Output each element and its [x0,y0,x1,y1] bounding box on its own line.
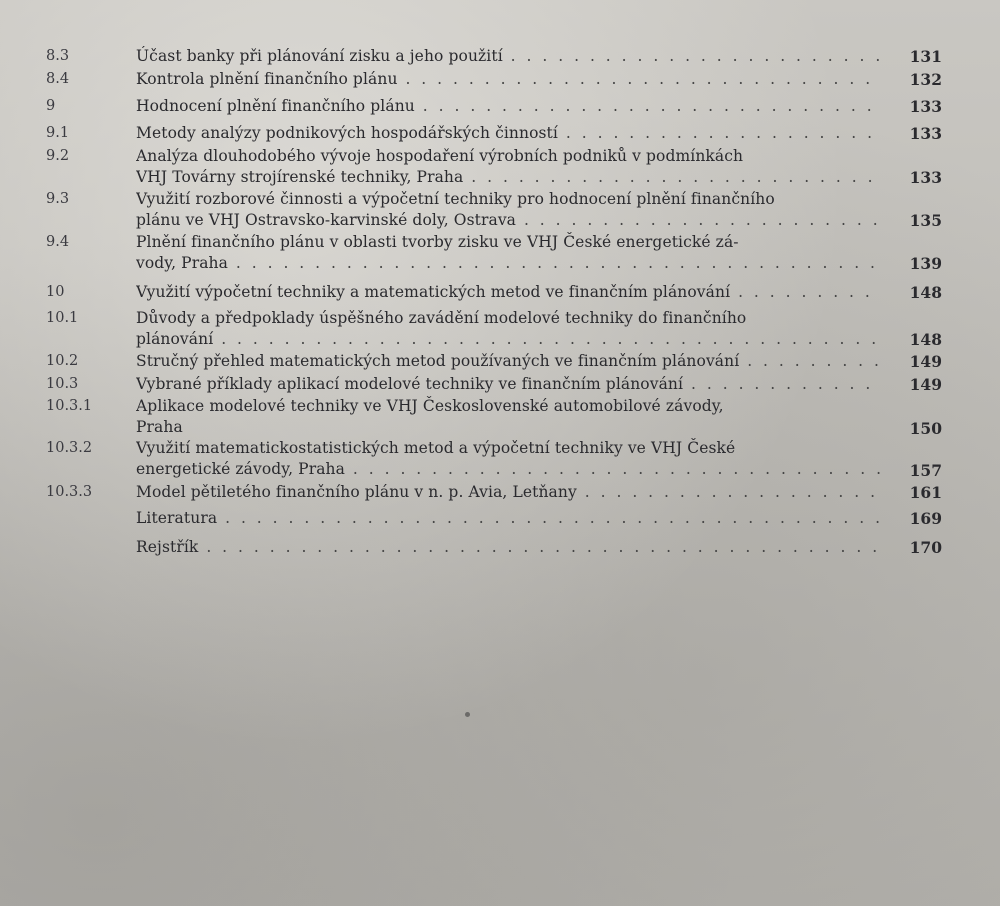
title-line: Praha [136,418,183,436]
page-number: 150 [909,419,942,438]
section-title [136,308,881,350]
section-title [136,374,881,395]
section-number: 10 [46,284,65,300]
section-title [136,232,881,274]
page-number: 132 [909,70,942,89]
section-title [136,282,881,303]
title-line: Kontrola plnění finančního plánu . . . [136,69,881,90]
page-number: 157 [909,461,942,480]
title-line: Model pětiletého finančního plánu v n. p. Avia, Letňany . . . [136,482,881,503]
title-line: Vybrané příklady aplikací modelové techniky ve finančním plánování . . . [136,374,881,395]
section-title [136,46,881,67]
section-title [136,189,881,231]
title-line: Rejstřík . . . [136,537,881,558]
title-line: Plnění finančního plánu v oblasti tvorby zisku ve VHJ České energetické zá- [136,233,739,251]
page-number: 148 [909,283,942,302]
page-number: 133 [909,124,942,143]
title-line: Využití výpočetní techniky a matematických metod ve finančním plánování . . . [136,282,881,303]
section-title [136,123,881,144]
section-number: 10.2 [46,353,79,369]
section-title [136,396,881,438]
title-line: Hodnocení plnění finančního plánu . . . [136,96,881,117]
section-number: 9.2 [46,148,70,164]
page-number: 149 [909,375,942,394]
page-number: 169 [909,509,942,528]
title-line: vody, Praha . . . [136,253,881,274]
section-number: 10.3.2 [46,440,93,456]
section-number: 9 [46,98,56,114]
title-line: Účast banky při plánování zisku a jeho použití . . . [136,46,881,67]
section-number: 10.3.3 [46,484,93,500]
title-line: Literatura . . . [136,508,881,529]
page-number: 148 [909,330,942,349]
paper-speck [465,712,470,717]
section-number: 9.4 [46,234,70,250]
title-line: Důvody a předpoklady úspěšného zavádění modelové techniky do finančního [136,309,747,327]
section-title [136,69,881,90]
page-number: 133 [909,168,942,187]
section-title [136,482,881,503]
title-line: plánování . . . [136,329,881,350]
section-number: 10.3 [46,376,79,392]
section-number: 8.4 [46,71,70,87]
title-line: Využití rozborové činnosti a výpočetní techniky pro hodnocení plnění finančního [136,190,775,208]
section-title [136,508,881,529]
title-line: Aplikace modelové techniky ve VHJ Československé automobilové závody, [136,397,724,415]
page-number: 170 [909,538,942,557]
section-number: 10.1 [46,310,79,326]
section-title [136,351,881,372]
section-number: 9.3 [46,191,70,207]
section-title [136,96,881,117]
title-line: Využití matematickostatistických metod a výpočetní techniky ve VHJ České [136,439,736,457]
title-line: Stručný přehled matematických metod používaných ve finančním plánování . . . [136,351,881,372]
section-number: 8.3 [46,48,70,64]
page-number: 131 [909,47,942,66]
section-title [136,438,881,480]
section-title [136,537,881,558]
title-line: energetické závody, Praha . . . [136,459,881,480]
page-number: 135 [909,211,942,230]
title-line: Metody analýzy podnikových hospodářských činností . . . [136,123,881,144]
title-line: Analýza dlouhodobého vývoje hospodaření výrobních podniků v podmínkách [136,147,744,165]
page-number: 133 [909,97,942,116]
title-line: VHJ Továrny strojírenské techniky, Praha . . . [136,167,881,188]
page-number: 149 [909,352,942,371]
page-number: 161 [909,483,942,502]
section-number: 9.1 [46,125,70,141]
section-title [136,146,881,188]
page-number: 139 [909,254,942,273]
section-number: 10.3.1 [46,398,93,414]
title-line: plánu ve VHJ Ostravsko-karvinské doly, Ostrava . . . [136,210,881,231]
